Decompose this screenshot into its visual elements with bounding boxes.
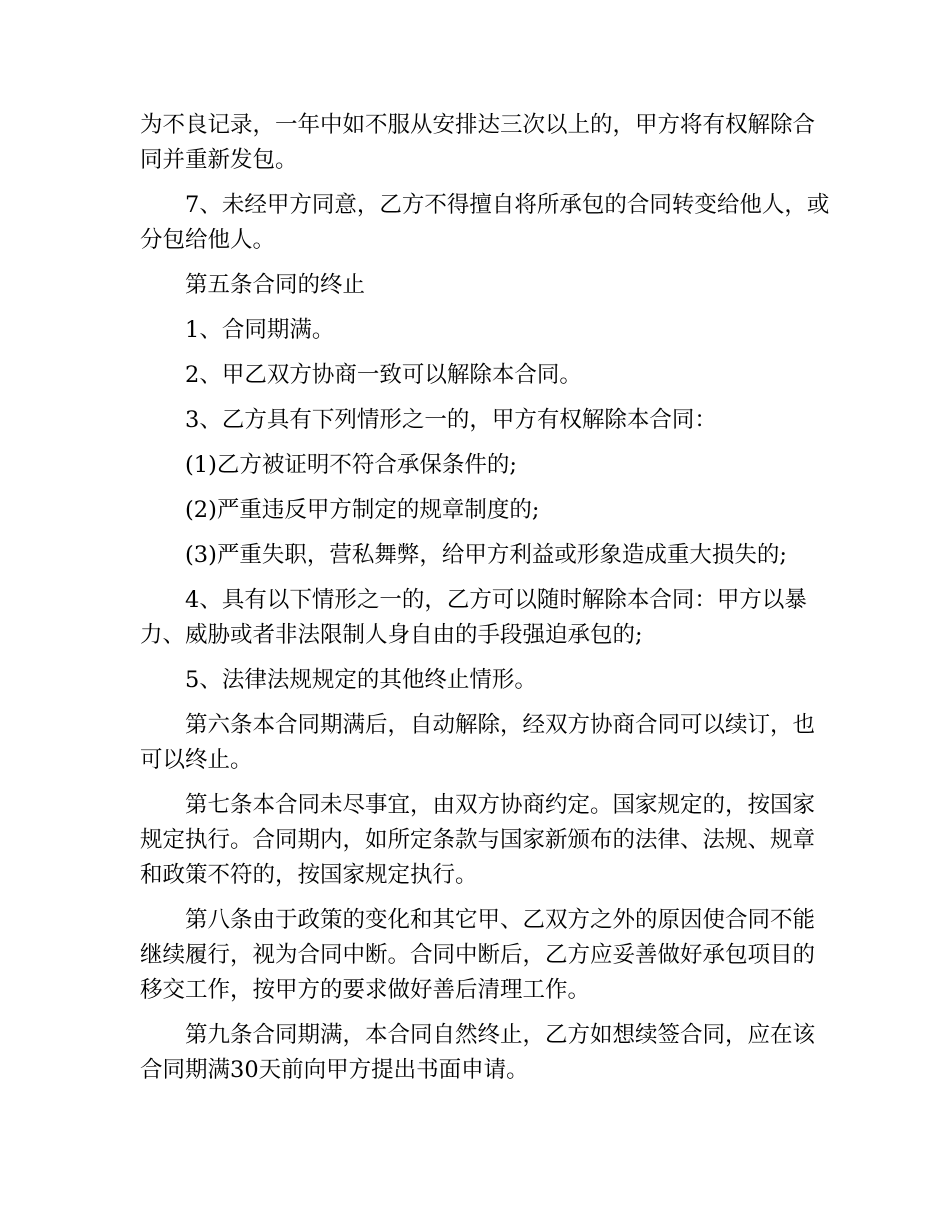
paragraph-termination-3: 3、乙方具有下列情形之一的，甲方有权解除本合同： bbox=[185, 407, 717, 433]
article-6: 第六条本合同期满后，自动解除，经双方协商合同可以续订，也可以终止。 bbox=[140, 712, 816, 773]
document-body bbox=[140, 108, 830, 1098]
paragraph-clause-7: 7、未经甲方同意，乙方不得擅自将所承包的合同转变给他人，或分包给他人。 bbox=[140, 192, 830, 253]
paragraph-continuation: 为不良记录，一年中如不服从安排达三次以上的，甲方将有权解除合同并重新发包。 bbox=[140, 112, 816, 173]
paragraph-condition-1: (1)乙方被证明不符合承保条件的; bbox=[185, 452, 517, 478]
paragraph-termination-1: 1、合同期满。 bbox=[185, 317, 335, 343]
article-8: 第八条由于政策的变化和其它甲、乙双方之外的原因使合同不能继续履行，视为合同中断。合同中断后，乙方应妥善做好承包项目的移交工作，按甲方的要求做好善后清理工作。 bbox=[140, 907, 816, 1003]
paragraph-condition-3: (3)严重失职，营私舞弊，给甲方利益或形象造成重大损失的; bbox=[185, 542, 787, 568]
paragraph-condition-2: (2)严重违反甲方制定的规章制度的; bbox=[185, 497, 540, 523]
paragraph-termination-2: 2、甲乙双方协商一致可以解除本合同。 bbox=[185, 362, 582, 388]
paragraph-termination-4: 4、具有以下情形之一的，乙方可以随时解除本合同：甲方以暴力、威胁或者非法限制人身自由的手段强迫承包的; bbox=[140, 587, 807, 648]
article-7: 第七条本合同未尽事宜，由双方协商约定。国家规定的，按国家规定执行。合同期内，如所定条款与国家新颁布的法律、法规、规章和政策不符的，按国家规定执行。 bbox=[140, 792, 816, 888]
article-5-heading: 第五条合同的终止 bbox=[185, 272, 366, 298]
paragraph-termination-5: 5、法律法规规定的其他终止情形。 bbox=[185, 667, 537, 693]
article-9: 第九条合同期满，本合同自然终止，乙方如想续签合同，应在该合同期满30天前向甲方提出书面申请。 bbox=[140, 1022, 816, 1083]
